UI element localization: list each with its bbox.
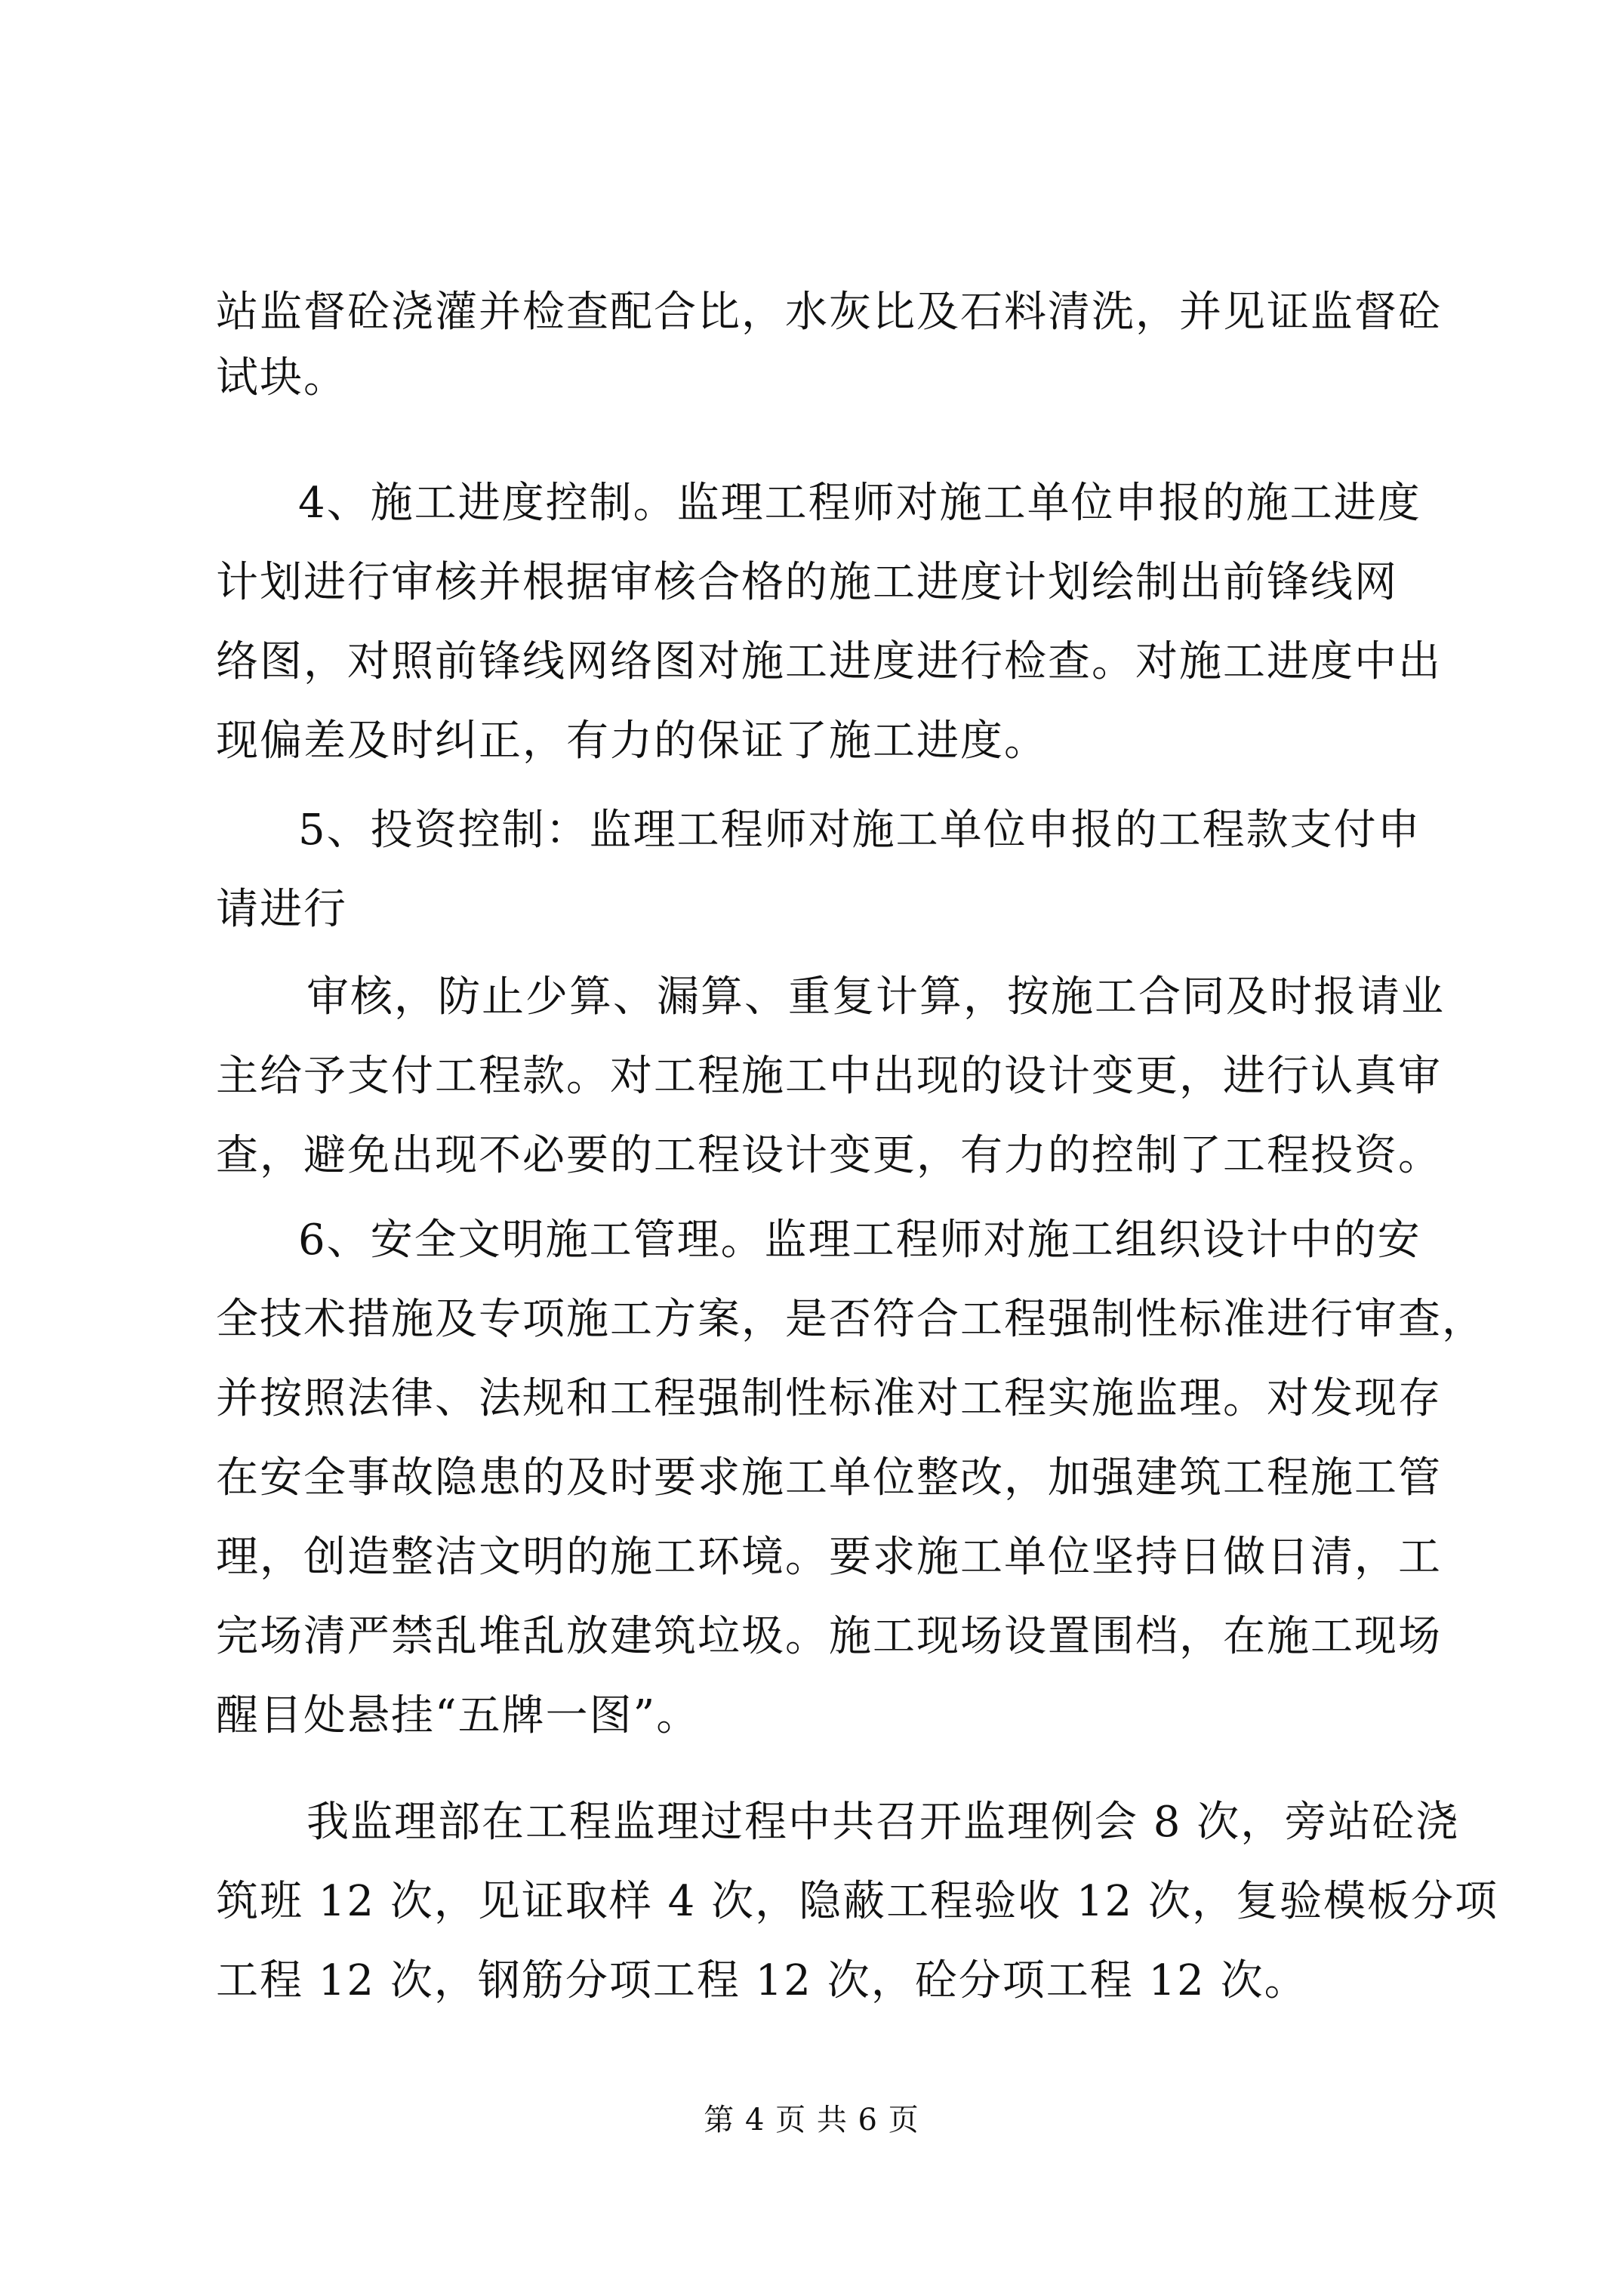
paragraph-4-line-4: 现偏差及时纠正，有力的保证了施工进度。 — [216, 717, 1048, 766]
paragraph-5-line-1: 5、投资控制：监理工程师对施工单位申报的工程款支付申 — [298, 806, 1421, 855]
paragraph-7-line-2: 全技术措施及专项施工方案，是否符合工程强制性标准进行审查， — [216, 1295, 1486, 1344]
paragraph-8-line-2: 筑班 12 次，见证取样 4 次，隐蔽工程验收 12 次，复验模板分项 — [216, 1877, 1498, 1926]
body-line-1: 站监督砼浇灌并检查配合比，水灰比及石料清洗，并见证监督砼 — [216, 288, 1442, 337]
paragraph-6-line-2: 主给予支付工程款。对工程施工中出现的设计变更，进行认真审 — [216, 1052, 1442, 1101]
paragraph-7-line-4: 在安全事故隐患的及时要求施工单位整改，加强建筑工程施工管 — [216, 1453, 1442, 1502]
paragraph-7-line-7: 醒目处悬挂“五牌一图”。 — [216, 1691, 701, 1740]
paragraph-7-line-6: 完场清严禁乱堆乱放建筑垃圾。施工现场设置围档，在施工现场 — [216, 1612, 1442, 1661]
paragraph-8-line-3: 工程 12 次，钢筋分项工程 12 次，砼分项工程 12 次。 — [216, 1956, 1308, 2005]
paragraph-4-line-2: 计划进行审核并根据审核合格的施工进度计划绘制出前锋线网 — [216, 558, 1398, 607]
paragraph-7-line-3: 并按照法律、法规和工程强制性标准对工程实施监理。对发现存 — [216, 1374, 1442, 1423]
paragraph-6-line-3: 查，避免出现不必要的工程设计变更，有力的控制了工程投资。 — [216, 1131, 1442, 1180]
body-line-2: 试块。 — [216, 353, 347, 402]
paragraph-4-line-3: 络图，对照前锋线网络图对施工进度进行检查。对施工进度中出 — [216, 637, 1442, 686]
paragraph-7-line-1: 6、安全文明施工管理。监理工程师对施工组织设计中的安 — [298, 1216, 1421, 1265]
paragraph-5-line-2: 请进行 — [216, 885, 347, 934]
paragraph-7-line-5: 理，创造整洁文明的施工环境。要求施工单位坚持日做日清，工 — [216, 1533, 1442, 1582]
page-number-footer: 第 4 页 共 6 页 — [704, 2103, 919, 2137]
paragraph-4-line-1: 4、施工进度控制。监理工程师对施工单位申报的施工进度 — [298, 479, 1421, 528]
paragraph-6-line-1: 审核，防止少算、漏算、重复计算，按施工合同及时报请业 — [306, 972, 1445, 1022]
paragraph-8-line-1: 我监理部在工程监理过程中共召开监理例会 8 次，旁站砼浇 — [306, 1798, 1460, 1847]
